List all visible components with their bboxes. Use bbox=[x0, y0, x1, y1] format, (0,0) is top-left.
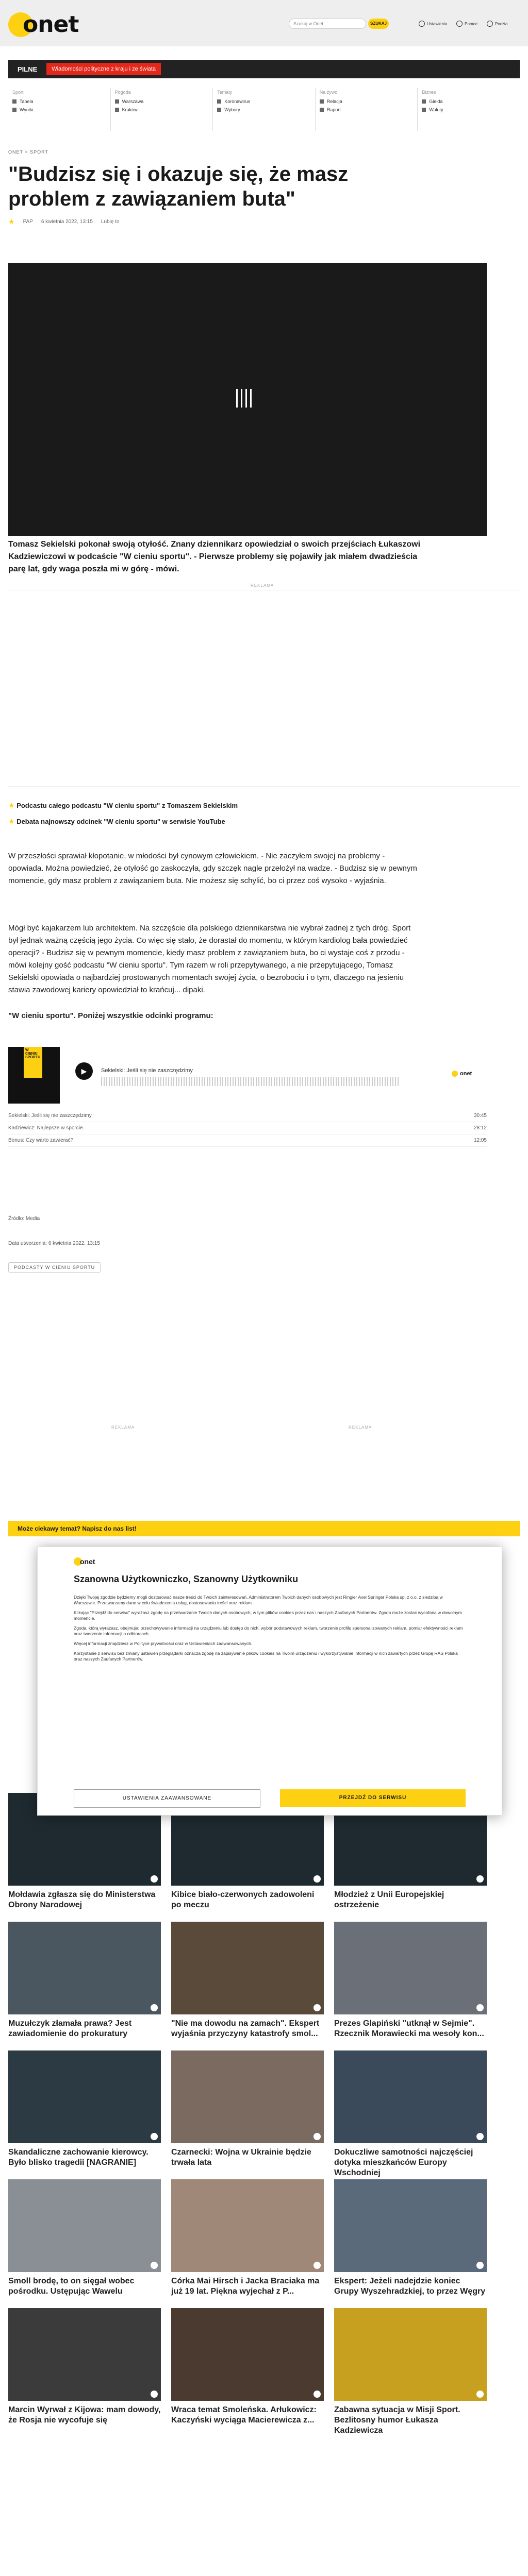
article-bullets bbox=[8, 801, 421, 833]
card-image bbox=[334, 1922, 487, 2014]
video-player[interactable] bbox=[8, 263, 487, 536]
card-image bbox=[8, 2050, 161, 2143]
card-image bbox=[171, 2050, 324, 2143]
square-icon bbox=[320, 99, 324, 104]
consent-paragraph: Zgoda, którą wyrażasz, obejmuje: przechowywanie informacji na urządzeniu lub dostęp do nich, wybór podstawowych reklam, tworzenie profilu spersonalizowanych reklam, pomiar efektywności reklam oraz tworzenie informacji o odbiorcach. bbox=[74, 1625, 463, 1636]
card-title[interactable]: Czarnecki: Wojna w Ukrainie będzie trwała lata bbox=[171, 2148, 311, 2167]
article-paragraph: Mógł być kajakarzem lub architektem. Na szczęście dla polskiego dziennikarstwa nie wybrał żadnej z tych dróg. Sport był jednak ważną częścią jego życia. Co więc się stało, że dorastał do momentu, w którym kardiolog bała powiedzieć operacji? - Budzisz się w pewnym momencie, kiedy masz problem z zawiązaniem buta, bo ci wystaje coś z przodu - mówi kolejny gość podcastu "W cieniu sportu". Tym razem w roli przepytywanego, a nie przepytującego, Tomasz Sekielski opowiada o najbardziej prostowanych momentach swojej życia, o bezrobociu i o tym, dlaczego na jesieniu stawia zawodowej kariery opowiedział to krańcuj... dipaki. bbox=[8, 924, 411, 994]
video-badge-icon bbox=[476, 2133, 484, 2140]
article-source: Źródło: Media bbox=[8, 1216, 40, 1222]
card-title[interactable]: Skandaliczne zachowanie kierowcy. Było blisko tragedii [NAGRANIE] bbox=[8, 2148, 148, 2167]
card-title[interactable]: "Nie ma dowodu na zamach". Ekspert wyjaśnia przyczyny katastrofy smol... bbox=[171, 2019, 320, 2038]
video-badge-icon bbox=[151, 2391, 158, 2398]
breaking-text[interactable]: Wiadomości polityczne z kraju i ze świata bbox=[46, 63, 161, 75]
track-item[interactable]: Bonus: Czy warto zawierać? 12:05 bbox=[8, 1134, 487, 1147]
search-input[interactable]: Szukaj w Onet bbox=[289, 19, 366, 29]
accept-button[interactable]: PRZEJDŹ DO SERWISU bbox=[280, 1789, 466, 1807]
strip-head: Sport bbox=[12, 90, 24, 95]
news-card[interactable] bbox=[334, 2308, 487, 2436]
podcast-badge: W CIENIU SPORTU bbox=[24, 1047, 42, 1078]
ad-label: REKLAMA bbox=[349, 1425, 372, 1430]
video-badge-icon bbox=[476, 2391, 484, 2398]
article-header bbox=[8, 149, 421, 226]
strip-column[interactable] bbox=[8, 88, 111, 131]
card-image bbox=[171, 2179, 324, 2272]
ad-slot[interactable] bbox=[8, 583, 520, 787]
logo-text: onet bbox=[23, 11, 79, 38]
card-title[interactable]: Smoll brodę, to on sięgał wobec pośrodku. Ustępując Wawelu bbox=[8, 2277, 135, 2296]
video-badge-icon bbox=[151, 1875, 158, 1883]
card-title[interactable]: Mołdawia zgłasza się do Ministerstwa Obrony Narodowej bbox=[8, 1890, 156, 1909]
star-icon: ★ bbox=[8, 817, 15, 825]
card-image bbox=[334, 2050, 487, 2143]
square-icon bbox=[12, 99, 16, 104]
consent-paragraph[interactable]: Więcej informacji znajdziesz w Polityce prywatności oraz w Ustawieniach zaawansowanych. bbox=[74, 1641, 253, 1646]
video-badge-icon bbox=[476, 2262, 484, 2269]
help-action[interactable]: Pomoc bbox=[456, 21, 477, 27]
podcast-player[interactable] bbox=[8, 1047, 487, 1150]
news-card[interactable] bbox=[8, 2308, 161, 2426]
video-badge-icon bbox=[476, 1875, 484, 1883]
card-image bbox=[171, 2308, 324, 2401]
article-paragraph: W przeszłości sprawiał kłopotanie, w młodości był cynowym człowiekiem. - Nie zaczyłem swojej na problemy - opowiada. Można powiedzieć, że otyłość go zaskoczyła, gdy szczęk nagle przełożył na wadze. - Budzisz się w pewnym momencie, gdy masz problem z zawiązaniem buta. Nie możesz się schylić, bo ci przez coś wysoko - wyjaśnia. bbox=[8, 852, 417, 885]
like-button[interactable]: Lubię to bbox=[101, 219, 120, 225]
bullet-item[interactable]: ★ Debata najnowszy odcinek "W cieniu sportu" w serwisie YouTube bbox=[8, 817, 225, 825]
card-title[interactable]: Młodzież z Unii Europejskiej ostrzeżenie bbox=[334, 1890, 444, 1909]
consent-text bbox=[74, 1595, 466, 1666]
track-list bbox=[8, 1110, 487, 1147]
card-image bbox=[8, 2308, 161, 2401]
square-icon bbox=[217, 99, 221, 104]
star-icon: ★ bbox=[8, 217, 15, 226]
article-lead: Tomasz Sekielski pokonał swoją otyłość. Znany dziennikarz opowiedział o swoich przejściach Łukaszowi Kadziewiczowi w podcaście "W cieniu sportu". - Pierwsze problemy się pojawiły jak miałem dwadzieścia parę lat, gdy waga poszła mi w górę - mówi. bbox=[8, 540, 421, 573]
video-badge-icon bbox=[314, 2391, 321, 2398]
card-title[interactable]: Kibice biało-czerwonych zadowoleni po meczu bbox=[171, 1890, 315, 1909]
mail-action[interactable]: Poczta bbox=[487, 21, 507, 27]
news-card[interactable] bbox=[171, 2308, 324, 2426]
bullet-item[interactable]: ★ Podcastu całego podcastu "W cieniu sportu" z Tomaszem Sekielskim bbox=[8, 801, 238, 809]
help-icon bbox=[456, 21, 463, 27]
service-strip bbox=[8, 88, 520, 131]
contact-bar[interactable]: Może ciekawy temat? Napisz do nas list! bbox=[8, 1521, 520, 1536]
video-badge-icon bbox=[151, 2262, 158, 2269]
card-title[interactable]: Prezes Glapiński "utknął w Sejmie". Rzecznik Morawiecki ma wesoły kon... bbox=[334, 2019, 484, 2038]
square-icon bbox=[422, 99, 426, 104]
strip-row[interactable]: Giełda bbox=[422, 99, 516, 104]
card-title[interactable]: Zabawna sytuacja w Misji Sport. Bezlitosny humor Łukasza Kadziewicza bbox=[334, 2405, 460, 2435]
loading-icon bbox=[236, 389, 252, 408]
strip-column[interactable] bbox=[316, 88, 418, 131]
consent-paragraph: Korzystanie z serwisu bez zmiany ustawień przeglądarki oznacza zgodę na zapisywanie plików cookies na Twoim urządzeniu i wykorzystywanie informacji w nich zawartych przez Grupę RAS Polska oraz naszych Zaufanych Partnerów. bbox=[74, 1651, 458, 1662]
square-icon bbox=[115, 99, 119, 104]
podcast-title: Sekielski: Jeśli się nie zaszczędzimy bbox=[101, 1067, 193, 1074]
video-badge-icon bbox=[314, 2262, 321, 2269]
top-actions bbox=[419, 21, 508, 27]
consent-title: Szanowna Użytkowniczko, Szanowny Użytkowniku bbox=[74, 1574, 299, 1584]
card-title[interactable]: Dokuczliwe samotności najczęściej dotyka mieszkańców Europy Wschodniej bbox=[334, 2148, 473, 2177]
article-title: "Budzisz się i okazuje się, że masz problem z zawiązaniem buta" bbox=[8, 163, 349, 210]
card-title[interactable]: Muzułczyk złamała prawa? Jest zawiadomienie do prokuratury bbox=[8, 2019, 132, 2038]
square-icon bbox=[320, 108, 324, 112]
mail-icon bbox=[487, 21, 493, 27]
video-badge-icon bbox=[151, 2133, 158, 2140]
news-card[interactable] bbox=[8, 2050, 161, 2168]
strip-column[interactable] bbox=[213, 88, 316, 131]
strip-head: Tematy bbox=[217, 90, 233, 95]
video-badge-icon bbox=[314, 2133, 321, 2140]
gear-icon bbox=[419, 21, 425, 27]
video-badge-icon bbox=[314, 2004, 321, 2011]
strip-head: Pogoda bbox=[114, 90, 131, 95]
breadcrumb[interactable]: ONET > SPORT bbox=[8, 149, 48, 155]
breaking-tag: PILNE bbox=[8, 65, 46, 73]
news-card[interactable] bbox=[334, 2179, 487, 2297]
strip-row[interactable]: Tabela bbox=[12, 99, 106, 104]
card-title[interactable]: Wraca temat Smoleńska. Arłukowicz: Kaczyński wyciąga Macierewicza z... bbox=[171, 2405, 317, 2425]
star-icon: ★ bbox=[8, 801, 15, 809]
breaking-news-bar[interactable] bbox=[8, 60, 520, 78]
play-button[interactable]: ▶ bbox=[75, 1062, 93, 1080]
news-card[interactable] bbox=[171, 2050, 324, 2168]
square-icon bbox=[115, 108, 119, 112]
strip-row[interactable]: Warszawa bbox=[115, 99, 209, 104]
video-badge-icon bbox=[476, 2004, 484, 2011]
card-image bbox=[171, 1922, 324, 2014]
consent-paragraph: Dzięki Twojej zgodzie będziemy mogli dostosować nasze treści do Twoich zainteresowań. Administratorem Twoich danych osobowych jest Ringier Axel Springer Polska sp. z o.o. z siedzibą w Warszawie. Przetwarzamy dane w celu świadczenia usług, dostosowania treści oraz reklam. bbox=[74, 1595, 443, 1605]
strip-row[interactable]: Wyniki bbox=[12, 107, 106, 112]
strip-column[interactable] bbox=[418, 88, 520, 131]
ad-label: REKLAMA bbox=[251, 583, 274, 588]
strip-head: Biznes bbox=[422, 90, 436, 95]
top-bar bbox=[0, 0, 528, 46]
square-icon bbox=[12, 108, 16, 112]
strip-row[interactable]: Waluty bbox=[422, 107, 516, 112]
article-author[interactable]: PAP bbox=[23, 219, 33, 225]
card-image bbox=[8, 2179, 161, 2272]
news-card[interactable] bbox=[334, 1922, 487, 2039]
consent-paragraph: Klikając "Przejdź do serwisu" wyrażasz zgodę na przetwarzanie Twoich danych osobowych, w tym plików cookies przez nas i naszych Zaufanych Partnerów. Zgoda może zostać wycofana w dowolnym momencie. bbox=[74, 1610, 462, 1621]
card-title[interactable]: Ekspert: Jeżeli nadejdzie koniec Grupy Wyszehradzkiej, to przez Węgry bbox=[334, 2277, 486, 2296]
strip-column[interactable] bbox=[111, 88, 213, 131]
card-image bbox=[8, 1922, 161, 2014]
article-created-date: Data utworzenia: 6 kwietnia 2022, 13:15 bbox=[8, 1241, 100, 1246]
news-card[interactable] bbox=[8, 2179, 161, 2297]
strip-row[interactable]: Raport bbox=[320, 107, 414, 112]
consent-logo: onet bbox=[74, 1557, 95, 1566]
square-icon bbox=[422, 108, 426, 112]
strip-row[interactable]: Koronawirus bbox=[217, 99, 311, 104]
track-item[interactable]: Kadziewicz: Najlepsze w sporcie 28:12 bbox=[8, 1122, 487, 1134]
strip-row[interactable]: Wybory bbox=[217, 107, 311, 112]
article-meta bbox=[8, 217, 421, 226]
video-badge-icon bbox=[151, 2004, 158, 2011]
card-title[interactable]: Marcin Wyrwał z Kijowa: mam dowody, że Rosja nie wycofuje się bbox=[8, 2405, 161, 2425]
ad-slot[interactable] bbox=[8, 1350, 520, 1515]
card-image bbox=[334, 2179, 487, 2272]
strip-row[interactable]: Relacja bbox=[320, 99, 414, 104]
advanced-settings-button[interactable]: USTAWIENIA ZAAWANSOWANE bbox=[74, 1789, 260, 1808]
podcast-logo: onet bbox=[452, 1071, 472, 1077]
article-paragraph: "W cieniu sportu". Poniżej wszystkie odcinki programu: bbox=[8, 1011, 213, 1020]
strip-row[interactable]: Kraków bbox=[115, 107, 209, 112]
video-badge-icon bbox=[314, 1875, 321, 1883]
strip-head: Na żywo bbox=[319, 90, 338, 95]
card-image bbox=[334, 2308, 487, 2401]
news-card[interactable] bbox=[171, 2179, 324, 2297]
consent-modal bbox=[37, 1547, 502, 1816]
news-card[interactable] bbox=[334, 2050, 487, 2178]
track-item[interactable]: Sekielski: Jeśli się nie zaszczędzimy 30:45 bbox=[8, 1110, 487, 1122]
onet-logo[interactable] bbox=[8, 11, 78, 38]
card-title[interactable]: Córka Mai Hirsch i Jacka Braciaka ma już 19 lat. Piękna wyjechał z P... bbox=[171, 2277, 320, 2296]
square-icon bbox=[217, 108, 221, 112]
search-button[interactable]: SZUKAJ bbox=[368, 19, 389, 29]
logo-dot-icon bbox=[452, 1071, 458, 1077]
article-date: 6 kwietnia 2022, 13:15 bbox=[41, 219, 93, 225]
news-card[interactable] bbox=[8, 1922, 161, 2039]
settings-action[interactable]: Ustawienia bbox=[419, 21, 447, 27]
news-card[interactable] bbox=[171, 1922, 324, 2039]
audio-waveform[interactable] bbox=[101, 1077, 400, 1086]
article-tag[interactable]: PODCASTY W CIENIU SPORTU bbox=[8, 1262, 101, 1273]
ad-label: REKLAMA bbox=[111, 1425, 135, 1430]
